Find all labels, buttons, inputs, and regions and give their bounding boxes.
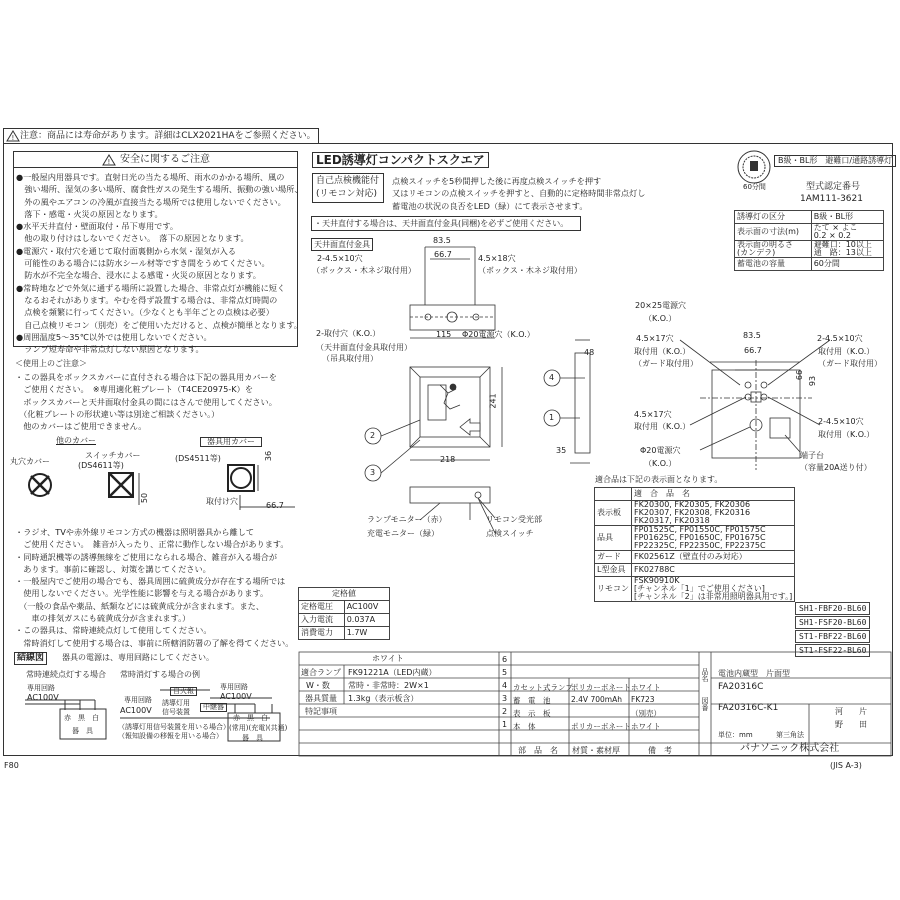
part-cell: カセット式ランプ — [513, 683, 573, 692]
self-desc-line: 点検スイッチを5秒間押した後に再度点検スイッチを押す — [392, 176, 602, 186]
switch-cover-model: (DS4611等) — [78, 461, 124, 470]
side-model: SH1-FSF20-BL60 — [795, 616, 870, 629]
safety-line: ●電源穴・取付穴を通じて取付面裏側から水気・湿気が入る — [16, 245, 237, 256]
callout-4: 4 — [549, 373, 555, 382]
back-dim-83-5: 83.5 — [743, 331, 761, 340]
wiring-dedicated1: 専用回路 — [27, 684, 55, 692]
side-model: SH1-FBF20-BL60 — [795, 602, 870, 615]
wiring-fixture2: 赤 黒 白 — [233, 714, 268, 722]
back-mount-ko: 取付用（K.O.） — [634, 347, 691, 356]
mount-hole-label: 取付け穴 — [206, 497, 238, 506]
self-check-desc — [392, 175, 646, 212]
wiring-fixture2-sub: (常用)(充電)(共通) — [229, 724, 288, 732]
table-cell: たて × よこ 0.2 × 0.2 — [811, 224, 883, 241]
callout-1: 1 — [549, 413, 555, 422]
table-cell: 定格電圧 — [299, 601, 345, 614]
part-cell: 本 体 — [513, 722, 536, 731]
cert-class: B級・BL形 避難口/通路誘導灯 — [774, 155, 896, 167]
part-cell: 表 示 板 — [513, 709, 551, 718]
spec-lamp-label: 適合ランプ — [301, 668, 341, 677]
cert-row — [735, 241, 884, 258]
rating-table — [298, 587, 390, 640]
wiring-dedicated2: 専用回路 — [124, 696, 152, 704]
back-dim-66-7: 66.7 — [744, 346, 762, 355]
table-cell: ガード — [595, 551, 632, 564]
safety-line: ●常時地などで外気に通ずる場所に設置した場合、非常点灯が機能に短く — [16, 282, 286, 293]
back-drawing — [680, 340, 880, 480]
callout-3: 3 — [370, 468, 376, 477]
cert-row — [735, 258, 884, 271]
back-ko2: （K.O.） — [644, 459, 677, 468]
spec-mass: 1.3kg（表示板含） — [348, 694, 419, 703]
back-2-45x10b: 2-4.5×10穴 — [818, 417, 864, 426]
other-cover-label: 他のカバー — [56, 436, 96, 445]
box-screw-1: （ボックス・木ネジ取付用） — [312, 266, 416, 275]
spec-head-mat: 材質・素材厚 — [572, 746, 620, 755]
usage-line: ボックスカバーと天井面取付金具の間にはさんで使用してください。 — [15, 396, 277, 407]
part-cell: 2.4V 700mAh — [571, 695, 622, 704]
table-cell: 消費電力 — [299, 627, 345, 640]
cert-row — [735, 211, 884, 224]
wiring-label: 結線図 — [14, 652, 47, 665]
wiring-ac2: AC100V — [120, 706, 152, 715]
wiring-case1: 常時連続点灯する場合 — [26, 670, 106, 679]
safety-line: 外の風やエアコンの冷風が直接当たる場所では使用しないでください。 — [16, 196, 286, 207]
part-cell: （別売） — [631, 709, 661, 718]
note-line: ご使用ください。 雑音が入ったり、正常に動作しない場合があります。 — [15, 539, 289, 550]
box-screw-2: （ボックス・木ネジ取付用） — [478, 266, 582, 275]
projection-label: 第三角法 — [776, 731, 804, 739]
note-line: （一般の食品や薬品、紙類などには硫黄成分が含まれます。また、 — [15, 600, 265, 611]
spec-power: 常時・非常時：2W×1 — [348, 681, 429, 690]
part-number: 5 — [502, 668, 508, 677]
drawing-no: FA20316C-K1 — [718, 703, 779, 713]
back-guide-mount: （ガード取付用） — [634, 359, 698, 368]
note-line: 車の排気ガスにも硫黄成分が含まれます。） — [15, 613, 191, 624]
back-2-45x10: 2-4.5×10穴 — [817, 334, 863, 343]
safety-line: ●一般屋内用器具です。直射日光の当たる場所、雨水のかかる場所、風の — [16, 172, 285, 182]
part-number: 6 — [502, 655, 508, 664]
fixture-cover-label: 器具用カバー — [200, 437, 262, 447]
cert-model-label: 型式認定番号 — [806, 182, 861, 192]
self-hold-box: 自火報 — [170, 687, 197, 696]
safety-line: ●周囲温度5〜35℃以外では使用しないでください。 — [16, 331, 212, 342]
compat-header — [595, 488, 795, 501]
safety-line: 自己点検リモコン（別売）をご使用いただけると、点検が簡単となります。 — [16, 319, 302, 330]
top-note-text: 注意：商品には寿命があります。詳細はCLX2021HAをご参照ください。 — [20, 131, 316, 141]
compat-table — [594, 487, 795, 602]
part-number: 1 — [502, 720, 508, 729]
part-cell: ポリカーボネート — [571, 722, 631, 731]
safety-box — [13, 151, 303, 355]
table-cell: L型金具 — [595, 564, 632, 577]
callout-2: 2 — [370, 431, 376, 440]
dim-50: 50 — [140, 492, 150, 504]
note-line: あります。事前に確認し、対策を講じてください。 — [15, 563, 211, 574]
safety-line: 強い場所、湿気の多い場所、腐食性ガスの発生する場所、振動の強い場所、 — [16, 184, 303, 195]
part-cell: ホワイト — [631, 722, 661, 731]
product-name: 電池内蔵型 片面型 — [718, 669, 790, 678]
lamp-monitor-label: ランプモニター（赤） — [367, 515, 447, 524]
part-cell: ポリカーボネート — [571, 683, 631, 692]
sign-1: 河 片 — [835, 707, 867, 716]
safety-text — [16, 171, 303, 355]
dim-36: 36 — [264, 450, 274, 462]
ds4511-label: (DS4511等) — [175, 454, 221, 463]
spec-color: ホワイト — [372, 654, 404, 663]
table-cell: 60分間 — [811, 258, 883, 271]
note-line: ・同時通訳機等の誘導無線をご使用になられる場合、雑音が入る場合が — [15, 551, 278, 562]
note-line: 常時消灯して使用する場合は、事前に所轄消防署の了解を得てください。 — [15, 637, 294, 648]
signal-a: 誘導灯用 — [162, 699, 190, 707]
usage-line: （化粧プレートの形状違い等は別途ご相談ください。） — [15, 408, 220, 419]
compat-row — [595, 551, 795, 564]
back-dim-93: 93 — [808, 375, 818, 387]
wiring-diagram — [10, 660, 310, 750]
dim-115: 115 — [436, 330, 452, 339]
terminal-cap: （容量20A送り付） — [800, 463, 872, 472]
terminal-label: 端子台 — [800, 451, 824, 460]
wiring-fixture1-label: 器 具 — [72, 727, 93, 735]
table-cell: FK02788C — [632, 564, 795, 577]
usage-line: ご使用ください。 ※専用適化粧プレート（T4CE20975-K）を — [15, 384, 254, 395]
table-cell: 避難口：10以上 通 路：13以上 — [811, 241, 883, 258]
dim-35: 35 — [556, 446, 567, 455]
table-cell: 表示板 — [595, 501, 632, 526]
wiring-case2: 常時消灯する場合の例 — [120, 670, 200, 679]
wiring-fixture1: 赤 黒 白 — [64, 714, 99, 722]
part-cell: FK723 — [631, 695, 655, 704]
table-cell: FK20300, FK20305, FK20306 FK20307, FK20308, FK20316 FK20317, FK20318 — [632, 501, 795, 526]
dim-66-7: 66.7 — [266, 501, 284, 510]
safety-line: ランプ短寿命や非常点灯しない原因となります。 — [16, 344, 204, 355]
table-cell: FK02561Z（壁直付のみ対応） — [632, 551, 795, 564]
usage-line: ・この器具をボックスカバーに直付される場合は下記の器具用カバーを — [15, 372, 277, 382]
part-row — [513, 695, 703, 708]
safety-line: 防水が不完全な場合、浸水による感電・火災の原因となります。 — [16, 270, 261, 281]
top-notice — [3, 128, 319, 144]
part-number: 3 — [502, 694, 508, 703]
table-cell: 0.037A — [344, 614, 389, 627]
part-row — [513, 682, 703, 695]
spec-mass-label: 器具質量 — [305, 694, 337, 703]
note-line: ・ラジオ、TVや赤外線リモコン方式の機器は照明器具から離して — [15, 527, 255, 537]
charge-monitor-label: 充電モニター（緑） — [367, 529, 439, 538]
rating-title: 定格値 — [299, 588, 390, 601]
note-line: ・一般屋内でご使用の場合でも、器具周囲に硫黄成分が存在する場所では — [15, 576, 286, 587]
certification-seal-icon — [737, 150, 771, 184]
check-switch-label: 点検スイッチ — [486, 529, 534, 538]
front-drawing — [300, 235, 600, 555]
spec-parts — [513, 682, 703, 734]
compat-title: 適合品は下記の表示面となります。 — [595, 475, 723, 484]
product-title: LED誘導灯コンパクトスクエア — [312, 152, 489, 168]
product-no: FA20316C — [718, 682, 764, 692]
part-number: 2 — [502, 707, 508, 716]
table-cell: FSK90910K [チャンネル「1」でご使用ください] [チャンネル「2」は非常用照明器具用です。] — [632, 577, 795, 602]
table-cell: 表示面の明るさ (カンデラ) — [735, 241, 812, 258]
part-cell: 蓄 電 池 — [513, 696, 551, 705]
switch-cover-label: スイッチカバー — [85, 451, 141, 460]
hole-4-5x18: 4.5×18穴 — [478, 254, 516, 263]
note-line: 使用しないでください。光学性能に影響を与える場合があります。 — [15, 588, 269, 599]
self-check-label: 自己点検機能付 — [316, 176, 380, 186]
table-cell — [595, 488, 632, 501]
rating-row — [299, 601, 390, 614]
cert-table — [734, 210, 884, 271]
back-20x25: 20×25電源穴 — [635, 301, 687, 310]
name-label: 品名 — [701, 668, 709, 682]
table-cell: 蓄電池の容量 — [735, 258, 812, 271]
back-45x17a: 4.5×17穴 — [636, 334, 674, 343]
warning-icon — [6, 130, 20, 142]
wiring-ac1: AC100V — [27, 693, 59, 702]
cert-model-no: 1AM111-3621 — [800, 194, 863, 204]
svg-text:!: ! — [107, 158, 111, 166]
safety-title: 安全に関するご注意 — [120, 154, 210, 165]
dim-241: 241 — [488, 393, 498, 409]
dim-66-7a: 66.7 — [434, 250, 452, 259]
usage-title: ＜使用上のご注意＞ — [15, 359, 87, 368]
power-hole-20: Φ20電源穴（K.O.） — [462, 330, 535, 339]
cert-badge: 60分間 — [743, 183, 766, 191]
warning-icon — [102, 154, 116, 166]
back-mount-ko4: 取付用（K.O.） — [818, 430, 875, 439]
drawing-label: 図番 — [701, 697, 709, 711]
hole-2-4-5x10: 2-4.5×10穴 — [317, 254, 363, 263]
svg-text:!: ! — [11, 134, 15, 142]
back-ko1: （K.O.） — [644, 314, 677, 323]
wiring-ac3: AC100V — [220, 692, 252, 701]
footer-right: (JIS A-3) — [830, 761, 862, 770]
usage-text — [15, 371, 277, 432]
self-desc-line: 蓄電池の状況の良否をLED（緑）にて表示させます。 — [392, 200, 588, 211]
back-power-hole: Φ20電源穴 — [640, 446, 681, 455]
back-45x17b: 4.5×17穴 — [634, 410, 672, 419]
bracket-note-2: （吊具取付用） — [322, 354, 378, 363]
compat-row — [595, 501, 795, 526]
ceiling-bracket-label: 天井面直付金具 — [314, 240, 370, 249]
bracket-note-1: （天井面直付金具取付用） — [316, 343, 412, 352]
spec-special-label: 特記事項 — [305, 707, 337, 716]
part-cell: ホワイト — [631, 683, 661, 692]
side-model: ST1-FBF22-BL60 — [795, 630, 870, 643]
mount-note: ・天井直付する場合は、天井面直付金具(同梱)を必ずご使用ください。 — [314, 219, 569, 228]
spec-power-label: W・数 — [306, 681, 330, 690]
compat-row — [595, 577, 795, 602]
dim-48: 48 — [584, 348, 595, 357]
wiring-dedicated3: 専用回路 — [220, 683, 248, 691]
part-row — [513, 721, 703, 734]
part-row — [513, 708, 703, 721]
usage-line: 他のカバーはご使用できません。 — [15, 421, 147, 432]
back-dim-66: 66 — [795, 369, 805, 381]
remote-rx-label: リモコン受光部 — [486, 515, 542, 524]
safety-line: 他の取り付けはしないでください。 落下の原因となります。 — [16, 233, 249, 244]
table-cell: 1.7W — [344, 627, 389, 640]
table-cell: 入力電流 — [299, 614, 345, 627]
rating-row — [299, 627, 390, 640]
compat-row — [595, 526, 795, 551]
wiring-note-a: （誘導灯用信号装置を用いる場合） — [118, 723, 230, 731]
table-cell: FP01525C, FP01550C, FP01575C FP01625C, FP01650C, FP01675C FP22325C, FP22350C, FP22375C — [632, 526, 795, 551]
table-cell: B級・BL形 — [811, 211, 883, 224]
dim-218: 218 — [440, 455, 456, 464]
safety-line: 可能性のある場合には防水シール材等ですき間をうめてください。 — [16, 258, 270, 269]
safety-line: 点検を頻繁に行ってください。（少なくとも半年ごとの点検は必要） — [16, 307, 274, 318]
wiring-note-b: （報知設備の移報を用いる場合） — [118, 732, 223, 740]
cert-row — [735, 224, 884, 241]
mount-hole-ko: 2-取付穴（K.O.） — [316, 329, 381, 338]
cover-diagrams — [20, 465, 320, 535]
safety-line: 落下・感電・火災の原因となります。 — [16, 208, 163, 219]
side-model: ST1-FSF22-BL60 — [795, 644, 870, 657]
back-mount-ko2: 取付用（K.O.） — [818, 347, 875, 356]
signal-b: 信号装置 — [162, 708, 190, 716]
self-desc-line: 又はリモコンの点検スイッチを押すと、自動的に定格時間非常点灯し — [392, 188, 646, 199]
spec-nums — [502, 655, 507, 733]
table-cell: 誘導灯の区分 — [735, 211, 812, 224]
spec-head-note: 備 考 — [648, 746, 672, 755]
spec-head-part: 部 品 名 — [518, 746, 558, 755]
part-number: 4 — [502, 681, 508, 690]
sign-2: 野 田 — [835, 720, 867, 729]
safety-line: ●水平天井直付・壁面取付・吊下専用です。 — [16, 221, 179, 232]
rating-row — [299, 614, 390, 627]
table-cell: リモコン — [595, 577, 632, 602]
note-line: ・この器具は、常時連続点灯して使用してください。 — [15, 625, 212, 636]
wiring-fixture2-label: 器 具 — [242, 734, 263, 742]
footer-left: F80 — [4, 761, 19, 770]
side-models — [795, 602, 870, 658]
dim-83-5: 83.5 — [433, 236, 451, 245]
back-mount-ko3: 取付用（K.O.） — [634, 422, 691, 431]
table-cell: 適 合 品 名 — [632, 488, 795, 501]
safety-line: なるおそれがあります。やむを得ず設置する場合は、非常点灯時間の — [16, 294, 278, 305]
unit-label: 単位：mm — [718, 731, 753, 739]
notes2-text — [15, 526, 293, 649]
company-name: パナソニック株式会社 — [740, 743, 840, 754]
marukana-cover-label: 丸穴カバー — [10, 457, 50, 466]
compat-row — [595, 564, 795, 577]
wiring-note: 器具の電源は、専用回路にしてください。 — [62, 653, 214, 662]
spec-lamp: FK91221A（LED内蔵） — [348, 668, 437, 677]
table-cell: AC100V — [344, 601, 389, 614]
relay-box: 中継器 — [200, 703, 227, 712]
back-guide-mount2: （ガード取付用） — [818, 359, 882, 368]
table-cell: 表示面の寸法(m) — [735, 224, 812, 241]
table-cell: 品具 — [595, 526, 632, 551]
remote-label: (リモコン対応) — [316, 189, 378, 199]
